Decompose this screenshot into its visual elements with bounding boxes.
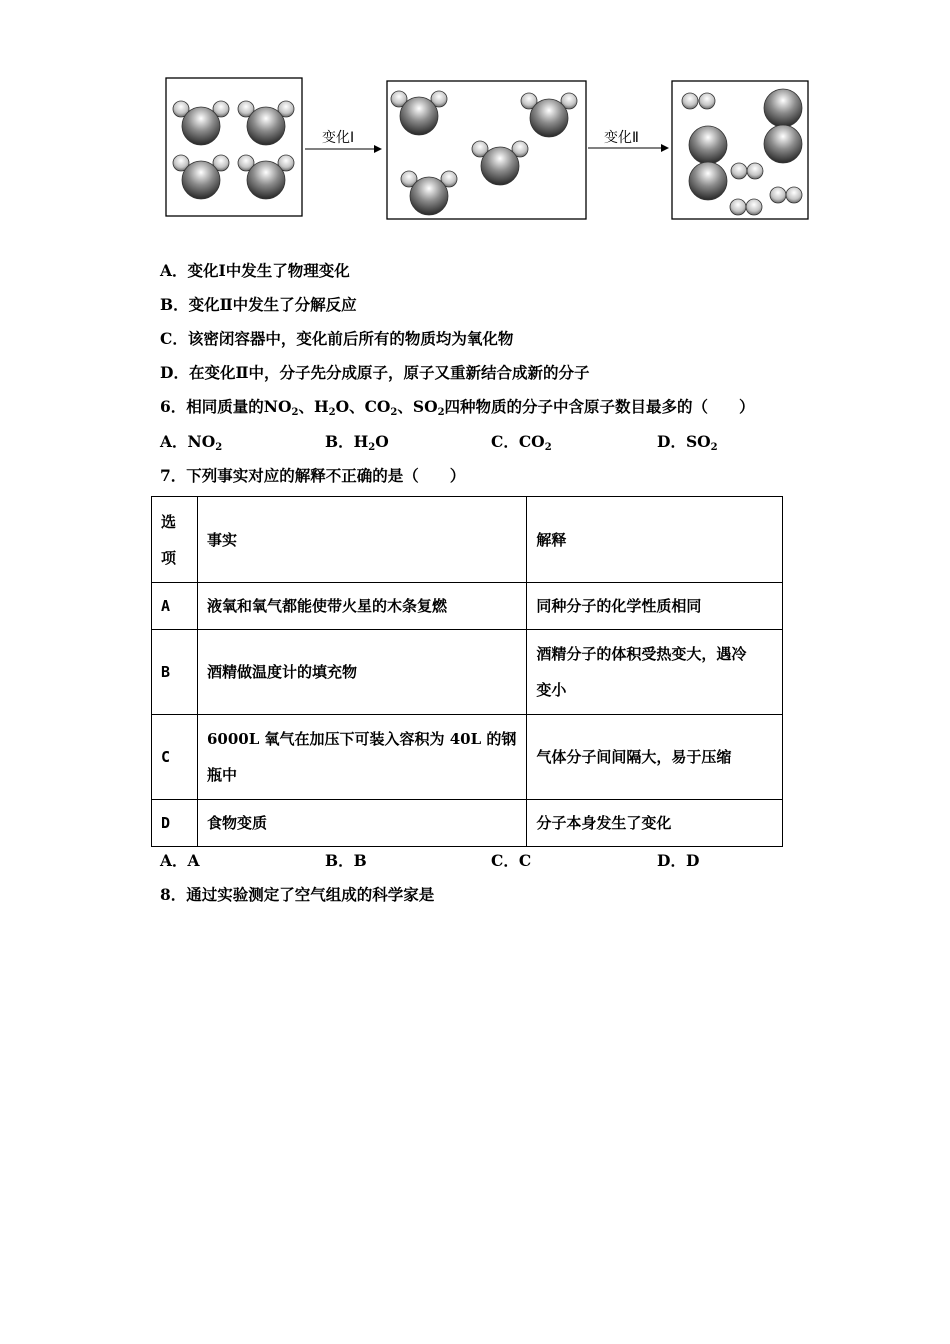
q5-option-c: C．该密闭容器中，变化前后所有的物质均为氧化物 — [160, 329, 514, 348]
q6-option-c: C．$CO_2$ — [491, 432, 552, 453]
row-d-fact: 食物变质 — [197, 800, 526, 847]
row-a-explanation: 同种分子的化学性质相同 — [527, 583, 783, 630]
header-option: 选 项 — [152, 497, 198, 583]
row-c-fact: 6000L 氧气在加压下可装入容积为 40L 的钢 瓶中 — [197, 715, 526, 800]
q5-option-b: B．变化Ⅱ中发生了分解反应 — [160, 295, 357, 314]
table-row — [152, 715, 783, 800]
row-b-explanation: 酒精分子的体积受热变大，遇冷 变小 — [527, 630, 783, 715]
q5-option-d: D．在变化Ⅱ中，分子先分成原子，原子又重新结合成新的分子 — [160, 363, 590, 382]
table-row — [152, 630, 783, 715]
q7-option-c: C．C — [491, 851, 532, 870]
table-row — [152, 583, 783, 630]
row-b-option: B — [152, 630, 198, 715]
row-c-explanation: 气体分子间间隔大，易于压缩 — [527, 715, 783, 800]
molecule-change-diagram — [0, 0, 950, 240]
change-2-label: 变化Ⅱ — [604, 130, 639, 146]
row-a-option: A — [152, 583, 198, 630]
change-1-label: 变化Ⅰ — [322, 130, 355, 146]
header-fact: 事实 — [197, 497, 526, 583]
before-box — [166, 78, 302, 216]
q7-table — [151, 496, 783, 847]
q7-option-b: B．B — [325, 851, 367, 870]
row-b-fact: 酒精做温度计的填充物 — [197, 630, 526, 715]
q8-stem: 8．通过实验测定了空气组成的科学家是 — [160, 885, 435, 904]
q6-stem: 6．相同质量的$NO_2$、$H_2O$、$CO_2$、$SO_2$四种物质的分子中含原子数目最多的（ ） — [160, 397, 755, 418]
row-d-option: D — [152, 800, 198, 847]
row-c-option: C — [152, 715, 198, 800]
q6-option-d: D．$SO_2$ — [657, 432, 718, 453]
q5-option-a: A．变化Ⅰ中发生了物理变化 — [160, 261, 350, 280]
row-a-fact: 液氧和氧气都能使带火星的木条复燃 — [197, 583, 526, 630]
header-explanation: 解释 — [527, 497, 783, 583]
q7-option-d: D．D — [657, 851, 700, 870]
q6-option-a: A．$NO_2$ — [160, 432, 223, 453]
table-row — [152, 800, 783, 847]
table-header-row — [152, 497, 783, 583]
q7-option-a: A．A — [160, 851, 200, 870]
row-d-explanation: 分子本身发生了变化 — [527, 800, 783, 847]
q6-option-b: B．$H_2O$ — [325, 432, 389, 453]
q7-stem: 7．下列事实对应的解释不正确的是（ ） — [160, 466, 466, 485]
